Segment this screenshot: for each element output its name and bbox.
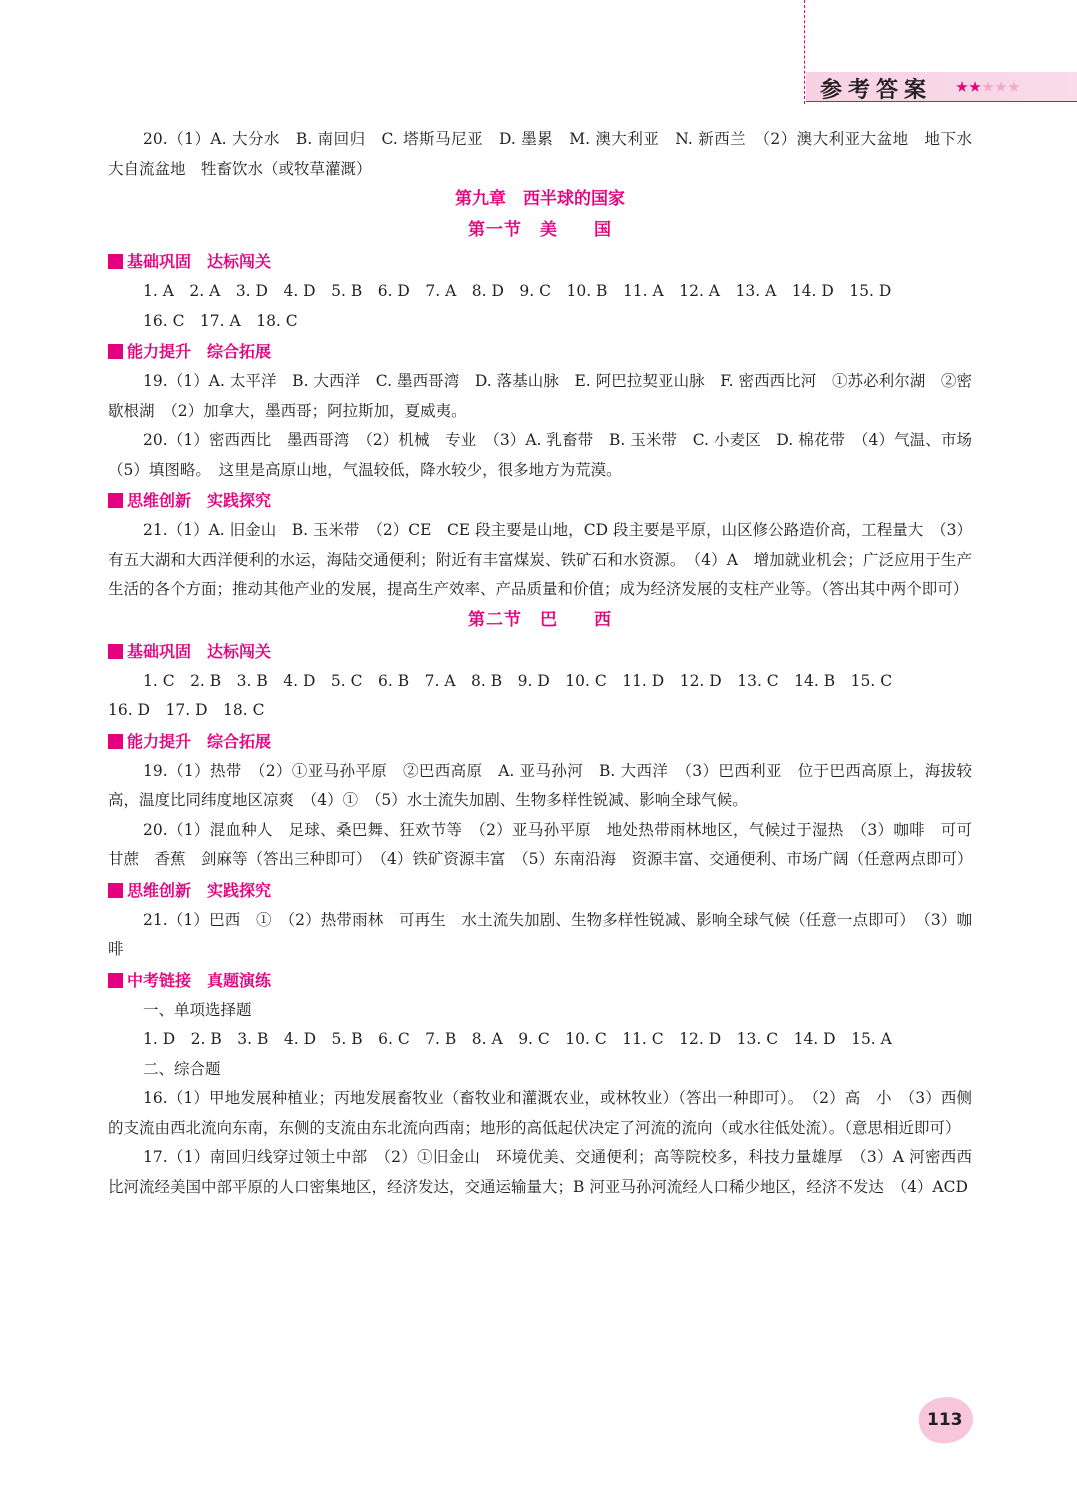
answer-paragraph: 16. C 17. A 18. C [143,311,298,330]
section-tag-label: 能力提升 综合拓展 [127,342,272,361]
section-tag [108,485,972,516]
page-number: 113 [927,1410,963,1430]
answer-paragraph: 19.（1）A. 太平洋 B. 大西洋 C. 墨西哥湾 D. 落基山脉 E. 阿巴拉契亚山脉 F. 密西西比河 ①苏必利尔湖 ②密歇根湖 （2）加拿大，墨西哥；阿拉斯加，夏威夷。 [108,372,972,420]
answer-paragraph: 20.（1）密西西比 墨西哥湾 （2）机械 专业 （3）A. 乳畜带 B. 玉米带 C. 小麦区 D. 棉花带 （4）气温、市场 （5）填图略。 这里是高原山地，气温较低，降水较少，很多地方为荒漠。 [108,431,988,479]
section-tag-label: 基础巩固 达标闯关 [127,641,272,661]
answer-paragraph: 1. A 2. A 3. D 4. D 5. B 6. D 7. A 8. D 9. C 10. B 11. A 12. A 13. A 14. D 15. D [143,282,892,300]
header-title: 参考答案 [820,78,933,103]
square-bullet-icon [108,883,123,898]
star-icon [969,81,981,93]
section-tag [108,636,972,667]
section-tag-label: 思维创新 实践探究 [127,491,272,510]
square-bullet-icon [108,973,123,988]
section-tag [108,246,972,277]
answer-paragraph: 16.（1）甲地发展种植业；丙地发展畜牧业（畜牧业和灌溉农业，或林牧业）（答出一种即可）。 （2）高 小 （3）西侧的支流由西北流向东南，东侧的支流由东北流向西南；地形的高低起伏决定了河流的流向（或水往低处流）。（意思相近即可） [108,1089,972,1137]
square-bullet-icon [108,254,123,269]
margin-dashed-line [804,0,805,104]
section-title: 第一节 美 国 [468,220,612,240]
star-icon [995,81,1007,93]
chapter-title: 第九章 西半球的国家 [455,189,625,209]
section-tag [108,875,972,906]
star-icon [1008,81,1020,93]
section-tag-label: 基础巩固 达标闯关 [127,252,272,271]
answer-paragraph: 21.（1）巴西 ① （2）热带雨林 可再生 水土流失加剧、生物多样性锐减、影响全球气候（任意一点即可） （3）咖啡 [108,910,972,958]
answer-paragraph: 1. C 2. B 3. B 4. D 5. C 6. B 7. A 8. B 9. D 10. C 11. D 12. D 13. C 14. B 15. C [143,671,893,690]
answer-content [108,125,988,1202]
square-bullet-icon [108,344,123,359]
answer-paragraph: 20.（1）混血种人 足球、桑巴舞、狂欢节等 （2）亚马孙平原 地处热带雨林地区，气候过于湿热 （3）咖啡 可可 甘蔗 香蕉 剑麻等（答出三种即可） （4）铁矿资源丰富 （5）东南沿海 资源丰富、交通便利、市场广阔（任意两点即可） [108,820,988,868]
square-bullet-icon [108,644,123,659]
answer-paragraph: 17.（1）南回归线穿过领土中部 （2）①旧金山 环境优美、交通便利；高等院校多，科技力量雄厚 （3）A 河密西西比河流经美国中部平原的人口密集地区，经济发达，交通运输量大；B 河亚马孙河流经人口稀少地区，经济不发达 （4）ACD [108,1148,972,1196]
star-rating-icon [956,81,1020,93]
answer-paragraph: 1. D 2. B 3. B 4. D 5. B 6. C 7. B 8. A 9. C 10. C 11. C 12. D 13. C 14. D 15. A [143,1030,892,1048]
section-tag [108,965,972,996]
answer-paragraph: 一、单项选择题 [143,1000,252,1019]
section-title: 第二节 巴 西 [468,609,612,630]
square-bullet-icon [108,734,123,749]
answer-paragraph: 21.（1）A. 旧金山 B. 玉米带 （2）CE CE 段主要是山地，CD 段主要是平原，山区修公路造价高，工程量大 （3）有五大湖和大西洋便利的水运，海陆交通便利；附近有丰富煤炭、铁矿石和水资源。 （4）A 增加就业机会；广泛应用于生产生活的各个方面；推动其他产业的发展，提高生产效率、产品质量和价值；成为经济发展的支柱产业等。（答出其中两个即可） [108,521,972,598]
square-bullet-icon [108,493,123,508]
answer-paragraph: 二、综合题 [143,1059,221,1078]
star-icon [982,81,994,93]
answer-paragraph: 16. D 17. D 18. C [108,701,265,719]
answer-key-header [806,72,1077,102]
answer-paragraph: 19.（1）热带 （2）①亚马孙平原 ②巴西高原 A. 亚马孙河 B. 大西洋 （3）巴西利亚 位于巴西高原上，海拔较高，温度比同纬度地区凉爽 （4）① （5）水土流失加剧、生物多样性锐减、影响全球气候。 [108,761,972,809]
section-tag [108,726,972,757]
section-tag-label: 能力提升 综合拓展 [127,731,272,751]
star-icon [956,81,968,93]
answer-paragraph: 20.（1）A. 大分水 B. 南回归 C. 塔斯马尼亚 D. 墨累 M. 澳大利亚 N. 新西兰 （2）澳大利亚大盆地 地下水 大自流盆地 牲畜饮水（或牧草灌溉） [108,130,988,178]
section-tag [108,336,972,367]
section-tag-label: 中考链接 真题演练 [127,970,272,990]
section-tag-label: 思维创新 实践探究 [127,880,272,900]
